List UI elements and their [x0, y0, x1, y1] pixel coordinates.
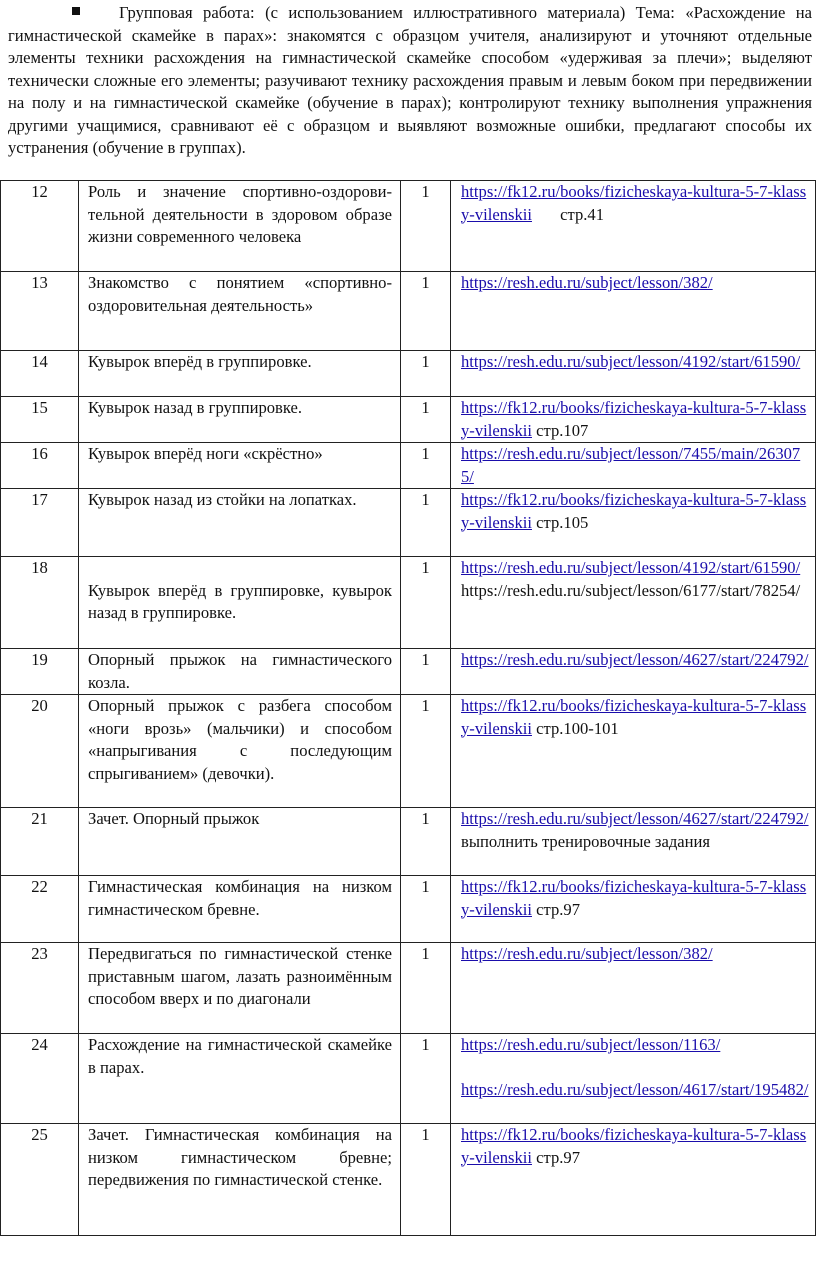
- table-row: [1, 351, 816, 397]
- lesson-topic: Зачет. Гимнастическая комбинация на низком гимнастическом бревне; передвижения по гимнастической стенке.: [79, 1124, 401, 1236]
- resources-cell: [451, 695, 816, 808]
- resource-link[interactable]: https://resh.edu.ru/subject/lesson/4192/start/61590/: [461, 352, 801, 371]
- resource-link[interactable]: https://resh.edu.ru/subject/lesson/4192/start/61590/: [461, 558, 801, 577]
- lesson-hours: 1: [401, 272, 451, 351]
- resources-cell: [451, 489, 816, 557]
- lesson-number: 15: [1, 397, 79, 443]
- lesson-hours: 1: [401, 876, 451, 943]
- lesson-hours: 1: [401, 1034, 451, 1124]
- table-row: [1, 557, 816, 649]
- resource-link[interactable]: https://resh.edu.ru/subject/lesson/382/: [461, 944, 713, 963]
- lesson-topic: Гимнастическая комбинация на низком гимнастическом бревне.: [79, 876, 401, 943]
- lesson-number: 18: [1, 557, 79, 649]
- table-row: [1, 1124, 816, 1236]
- lesson-topic: Знакомство с понятием «спортивно-оздоровительная деятельность»: [79, 272, 401, 351]
- table-row: [1, 808, 816, 876]
- resource-link[interactable]: https://fk12.ru/books/fizicheskaya-kultura-5-7-klassy-vilenskii: [461, 696, 807, 738]
- resource-link[interactable]: https://resh.edu.ru/subject/lesson/1163/: [461, 1035, 721, 1054]
- lesson-hours: 1: [401, 443, 451, 489]
- resource-link[interactable]: https://fk12.ru/books/fizicheskaya-kultura-5-7-klassy-vilenskii: [461, 490, 807, 532]
- resource-link[interactable]: https://fk12.ru/books/fizicheskaya-kultura-5-7-klassy-vilenskii: [461, 182, 807, 224]
- lesson-hours: 1: [401, 397, 451, 443]
- lesson-topic-cell: [79, 557, 401, 649]
- lesson-hours: 1: [401, 489, 451, 557]
- square-bullet-icon: [72, 7, 80, 15]
- lesson-topic: Опорный прыжок на гимнастического козла.: [79, 649, 401, 695]
- resource-note: стр.100-101: [536, 718, 619, 738]
- resource-link[interactable]: https://resh.edu.ru/subject/lesson/7455/main/263075/: [461, 444, 801, 486]
- lesson-number: 19: [1, 649, 79, 695]
- lesson-number: 20: [1, 695, 79, 808]
- resource-link[interactable]: https://resh.edu.ru/subject/lesson/382/: [461, 273, 713, 292]
- table-row: [1, 272, 816, 351]
- resource-link[interactable]: https://fk12.ru/books/fizicheskaya-kultura-5-7-klassy-vilenskii: [461, 877, 807, 919]
- lesson-topic: Кувырок назад из стойки на лопатках.: [79, 489, 401, 557]
- lesson-number: 13: [1, 272, 79, 351]
- lesson-topic: Роль и значение спортивно-оздорови- тельной деятельности в здоровом образе жизни современного человека: [79, 181, 401, 272]
- lesson-topic: Кувырок вперёд ноги «скрёстно»: [79, 443, 401, 489]
- lesson-hours: 1: [401, 695, 451, 808]
- lesson-number: 22: [1, 876, 79, 943]
- resource-note: выполнить тренировочные задания: [461, 831, 711, 851]
- lesson-number: 17: [1, 489, 79, 557]
- table-row: [1, 443, 816, 489]
- resource-note: стр.105: [536, 512, 589, 532]
- lesson-topic: Кувырок вперёд в группировке, кувырок назад в группировке.: [88, 580, 392, 622]
- lesson-hours: 1: [401, 808, 451, 876]
- lesson-number: 25: [1, 1124, 79, 1236]
- table-row: [1, 397, 816, 443]
- resources-cell: [451, 876, 816, 943]
- resources-cell: [451, 1124, 816, 1236]
- resources-cell: [451, 443, 816, 489]
- lesson-hours: 1: [401, 557, 451, 649]
- resources-cell: [451, 557, 816, 649]
- lesson-number: 16: [1, 443, 79, 489]
- resource-link-secondary[interactable]: https://resh.edu.ru/subject/lesson/4617/start/195482/: [461, 1080, 809, 1099]
- table-row: [1, 649, 816, 695]
- resources-cell: [451, 808, 816, 876]
- intro-paragraph: [0, 0, 814, 160]
- resource-link[interactable]: https://fk12.ru/books/fizicheskaya-kultura-5-7-klassy-vilenskii: [461, 398, 807, 440]
- lesson-topic: Опорный прыжок с разбега способом «ноги врозь» (мальчики) и способом «напрыгивания с последующим спрыгиванием» (девочки).: [79, 695, 401, 808]
- lesson-hours: 1: [401, 181, 451, 272]
- lesson-topic: Кувырок назад в группировке.: [79, 397, 401, 443]
- table-row: [1, 489, 816, 557]
- lesson-number: 12: [1, 181, 79, 272]
- table-row: [1, 876, 816, 943]
- table-row: [1, 943, 816, 1034]
- resources-cell: [451, 351, 816, 397]
- lesson-plan-table: [0, 180, 816, 1236]
- lesson-hours: 1: [401, 943, 451, 1034]
- intro-text: Групповая работа: (с использованием иллюстративного материала) Тема: «Расхождение на гимнастической скамейке в парах»: знакомятся с образцом учителя, анализируют и уточняют отдельные элементы техники расхождения на гимнастической скамейке способом «удерживая за плечи»; выделяют технически сложные его элементы; разучивают технику расхождения правым и левым боком при передвижении на полу и на гимнастической скамейке (обучение в парах); контролируют технику выполнения упражнения другими учащимися, сравнивают её с образцом и выявляют возможные ошибки, предлагают способы их устранения (обучение в группах).: [8, 3, 812, 157]
- lesson-hours: 1: [401, 1124, 451, 1236]
- resources-cell: [451, 181, 816, 272]
- lesson-topic: Расхождение на гимнастической скамейке в парах.: [79, 1034, 401, 1124]
- resources-cell: [451, 1034, 816, 1124]
- lesson-topic: Кувырок вперёд в группировке.: [79, 351, 401, 397]
- resource-note: стр.107: [536, 420, 589, 440]
- lesson-number: 14: [1, 351, 79, 397]
- lesson-number: 23: [1, 943, 79, 1034]
- resource-note: стр.41: [560, 204, 604, 224]
- lesson-hours: 1: [401, 649, 451, 695]
- resource-link[interactable]: https://fk12.ru/books/fizicheskaya-kultura-5-7-klassy-vilenskii: [461, 1125, 807, 1167]
- resource-note: стр.97: [536, 899, 580, 919]
- resource-link[interactable]: https://resh.edu.ru/subject/lesson/4627/start/224792/: [461, 650, 809, 669]
- resources-cell: [451, 272, 816, 351]
- lesson-number: 21: [1, 808, 79, 876]
- table-row: [1, 695, 816, 808]
- resources-cell: [451, 397, 816, 443]
- resource-url-text: https://resh.edu.ru/subject/lesson/6177/start/78254/: [461, 580, 801, 600]
- table-row: [1, 181, 816, 272]
- table-row: [1, 1034, 816, 1124]
- resource-note: стр.97: [536, 1147, 580, 1167]
- lesson-number: 24: [1, 1034, 79, 1124]
- resources-cell: [451, 943, 816, 1034]
- lesson-topic: Зачет. Опорный прыжок: [79, 808, 401, 876]
- resources-cell: [451, 649, 816, 695]
- resource-link[interactable]: https://resh.edu.ru/subject/lesson/4627/start/224792/: [461, 809, 809, 828]
- lesson-topic: Передвигаться по гимнастической стенке приставным шагом, лазать разноимённым способом вверх и по диагонали: [79, 943, 401, 1034]
- lesson-hours: 1: [401, 351, 451, 397]
